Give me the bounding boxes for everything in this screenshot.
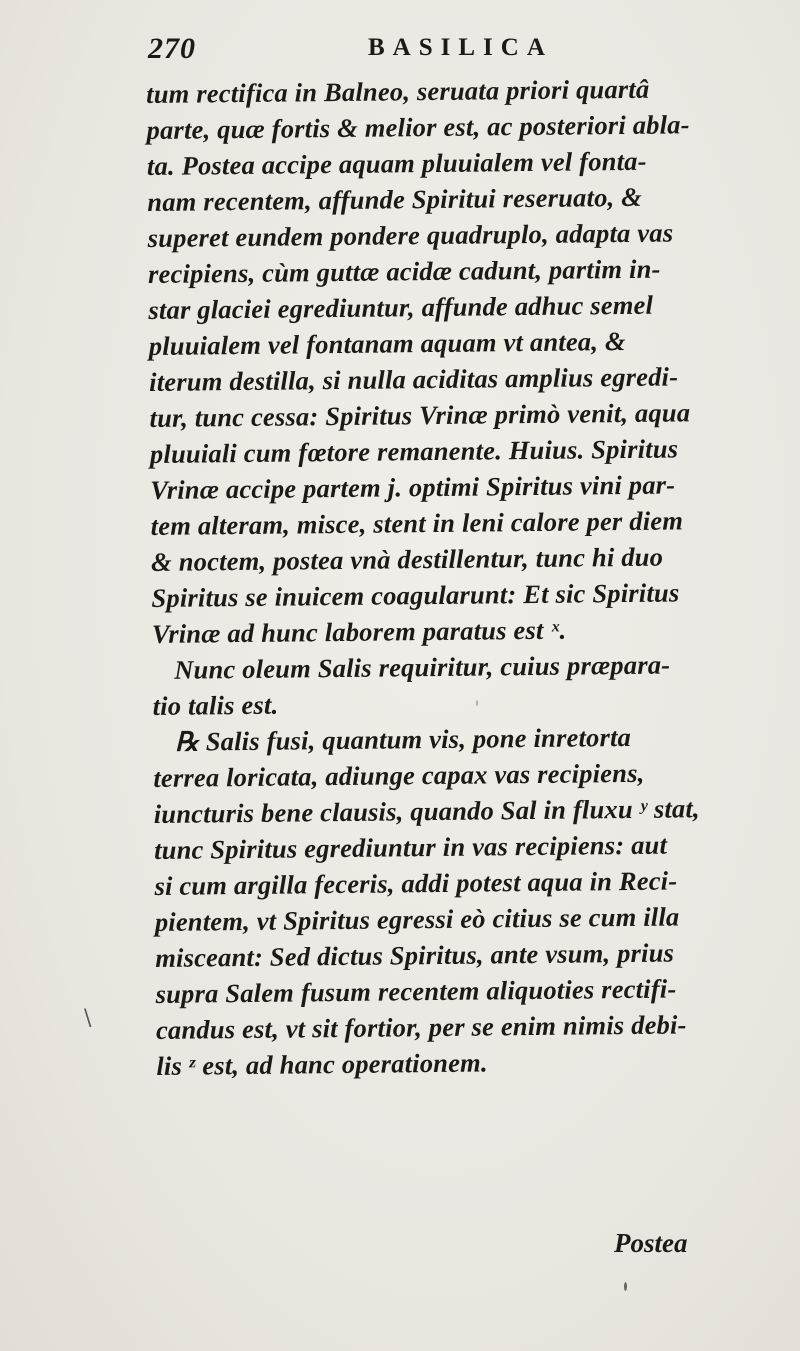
- text-line: star glaciei egrediuntur, affunde adhuc semel: [148, 289, 654, 325]
- body-text: [146, 70, 717, 1084]
- ink-speck: [624, 1282, 627, 1291]
- text-line: iterum destilla, si nulla aciditas amplius egredi-: [149, 361, 679, 397]
- text-line: terrea loricata, adiunge capax vas recipiens,: [153, 757, 645, 793]
- ink-speck: [476, 700, 478, 706]
- running-head: BASILICA: [368, 34, 553, 61]
- text-line: tunc Spiritus egrediuntur in vas recipiens: aut: [153, 829, 668, 865]
- margin-stroke: \: [84, 1006, 92, 1031]
- text-line: nam recentem, affunde Spiritui reseruato, &: [147, 181, 643, 217]
- text-line: candus est, vt sit fortior, per se enim nimis debi-: [155, 1009, 687, 1045]
- text-line: tur, tunc cessa: Spiritus Vrinæ primò venit, aqua: [149, 397, 691, 433]
- text-line: pientem, vt Spiritus egressi eò citius se cum illa: [154, 901, 680, 937]
- text-line: parte, quæ fortis & melior est, ac posteriori abla-: [146, 109, 690, 145]
- text-line: tem alteram, misce, stent in leni calore per diem: [150, 505, 684, 541]
- page-header: [148, 32, 708, 76]
- catchword: Postea: [614, 1228, 688, 1258]
- recipe-start-line: ℞ Salis fusi, quantum vis, pone inretorta: [174, 721, 632, 757]
- paragraph-start-line: Nunc oleum Salis requiritur, cuius præpara-: [174, 649, 671, 685]
- page-number: 270: [148, 32, 196, 65]
- text-line: & noctem, postea vnà destillentur, tunc hi duo: [150, 541, 664, 577]
- text-line: lis ᶻ est, ad hanc operationem.: [156, 1047, 488, 1081]
- text-line: misceant: Sed dictus Spiritus, ante vsum, prius: [155, 937, 675, 973]
- text-line: ta. Postea accipe aquam pluuialem vel fonta-: [146, 145, 647, 181]
- text-line: Vrinæ ad hunc laborem paratus est ˣ.: [151, 614, 567, 649]
- text-line: Spiritus se inuicem coagularunt: Et sic Spiritus: [151, 577, 680, 613]
- text-line: recipiens, cùm guttæ acidæ cadunt, partim in-: [147, 253, 661, 289]
- text-line: tum rectifica in Balneo, seruata priori quartâ: [146, 73, 650, 109]
- text-line: Vrinæ accipe partem j. optimi Spiritus vini par-: [150, 469, 676, 505]
- text-line: tio talis est.: [152, 689, 279, 721]
- text-line: supra Salem fusum recentem aliquoties rectifi-: [155, 973, 677, 1009]
- text-line: pluuialem vel fontanam aquam vt antea, &: [148, 325, 626, 361]
- text-line: si cum argilla feceris, addi potest aqua in Reci-: [154, 865, 678, 901]
- text-line: pluuiali cum fœtore remanente. Huius. Spiritus: [149, 433, 679, 469]
- text-line: iuncturis bene clausis, quando Sal in fluxu ʸ stat,: [153, 793, 700, 829]
- text-line: superet eundem pondere quadruplo, adapta vas: [147, 217, 674, 253]
